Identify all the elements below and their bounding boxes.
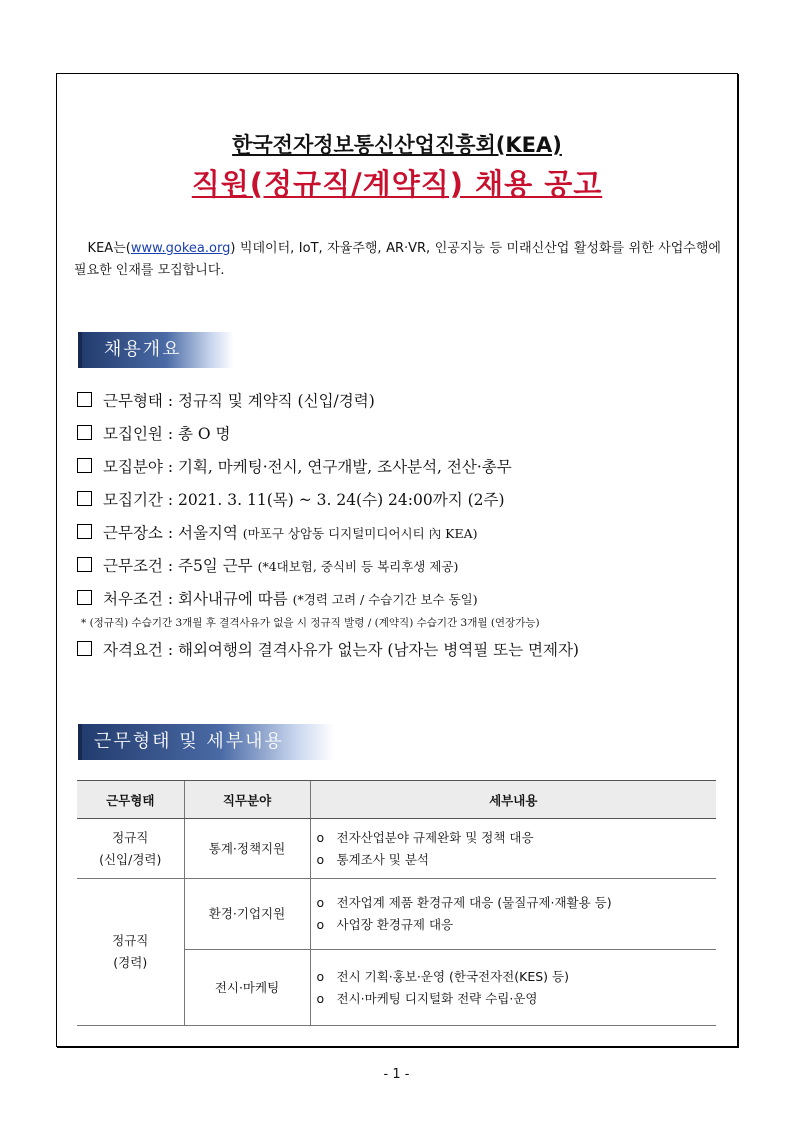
intro-lead: KEA는( xyxy=(87,241,131,256)
website-link[interactable]: www.gokea.org xyxy=(130,241,231,256)
details-cell: o 전자업계 제품 환경규제 대응 (물질규제·재활용 등) o 사업장 환경규제 대응 xyxy=(310,879,716,950)
details-cell: o 전시 기획·홍보·운영 (한국전자전(KES) 등) o 전시·마케팅 디지털화 전략 수립·운영 xyxy=(310,950,716,1026)
checkbox-square-icon xyxy=(77,458,92,473)
overview-item: 모집인원 : 총 O 명 xyxy=(77,422,727,455)
job-details-table xyxy=(77,780,716,1026)
column-header: 근무형태 xyxy=(77,781,184,819)
overview-item: 모집분야 : 기획, 마케팅·전시, 연구개발, 조사분석, 전산·총무 xyxy=(77,455,727,488)
employment-type-cell: 정규직 (신입/경력) xyxy=(77,819,184,879)
organization-title: 한국전자정보통신산업진흥회(KEA) xyxy=(232,133,562,157)
checkbox-square-icon xyxy=(77,557,92,572)
table-row xyxy=(77,879,716,950)
intro-rest: ) 빅데이터, IoT, 자율주행, AR·VR, 인공지능 등 미래신산업 활성화를 위한 사업수행에 필요한 인재를 모집합니다. xyxy=(74,241,721,278)
overview-list xyxy=(77,389,727,671)
document-frame xyxy=(56,73,738,1047)
checkbox-square-icon xyxy=(77,590,92,605)
probation-note: * (정규직) 수습기간 3개월 후 결격사유가 없을 시 정규직 발령 / (계약직) 수습기간 3개월 (연장가능) xyxy=(81,617,540,629)
table-header-row xyxy=(77,781,716,819)
overview-item: 모집기간 : 2021. 3. 11(목) ~ 3. 24(수) 24:00까지 (2주) xyxy=(77,488,727,521)
intro-paragraph xyxy=(74,238,721,282)
overview-item: 처우조건 : 회사내규에 따름 (*경력 고려 / 수습기간 보수 동일) xyxy=(77,587,727,620)
section-header-details: 근무형태 및 세부내용 xyxy=(78,724,334,760)
overview-item: 근무조건 : 주5일 근무 (*4대보험, 중식비 등 복리후생 제공) xyxy=(77,554,727,587)
job-field-cell: 환경·기업지원 xyxy=(184,879,310,950)
overview-item: 근무장소 : 서울지역 (마포구 상암동 디지털미디어시티 內 KEA) xyxy=(77,521,727,554)
overview-item: 자격요건 : 해외여행의 결격사유가 없는자 (남자는 병역필 또는 면제자) xyxy=(77,638,727,671)
page-title: 직원(정규직/계약직) 채용 공고 xyxy=(191,167,603,201)
details-cell: o 전자산업분야 규제완화 및 정책 대응 o 통계조사 및 분석 xyxy=(310,819,716,879)
job-field-cell: 전시·마케팅 xyxy=(184,950,310,1026)
job-field-cell: 통계·정책지원 xyxy=(184,819,310,879)
checkbox-square-icon xyxy=(77,491,92,506)
column-header: 직무분야 xyxy=(184,781,310,819)
employment-type-cell: 정규직 (경력) xyxy=(77,879,184,1026)
checkbox-square-icon xyxy=(77,524,92,539)
checkbox-square-icon xyxy=(77,641,92,656)
section-header-overview: 채용개요 xyxy=(78,332,234,368)
table-row xyxy=(77,819,716,879)
checkbox-square-icon xyxy=(77,392,92,407)
column-header: 세부내용 xyxy=(310,781,716,819)
page-number: - 1 - xyxy=(383,1067,410,1082)
overview-item: 근무형태 : 정규직 및 계약직 (신입/경력) xyxy=(77,389,727,422)
checkbox-square-icon xyxy=(77,425,92,440)
